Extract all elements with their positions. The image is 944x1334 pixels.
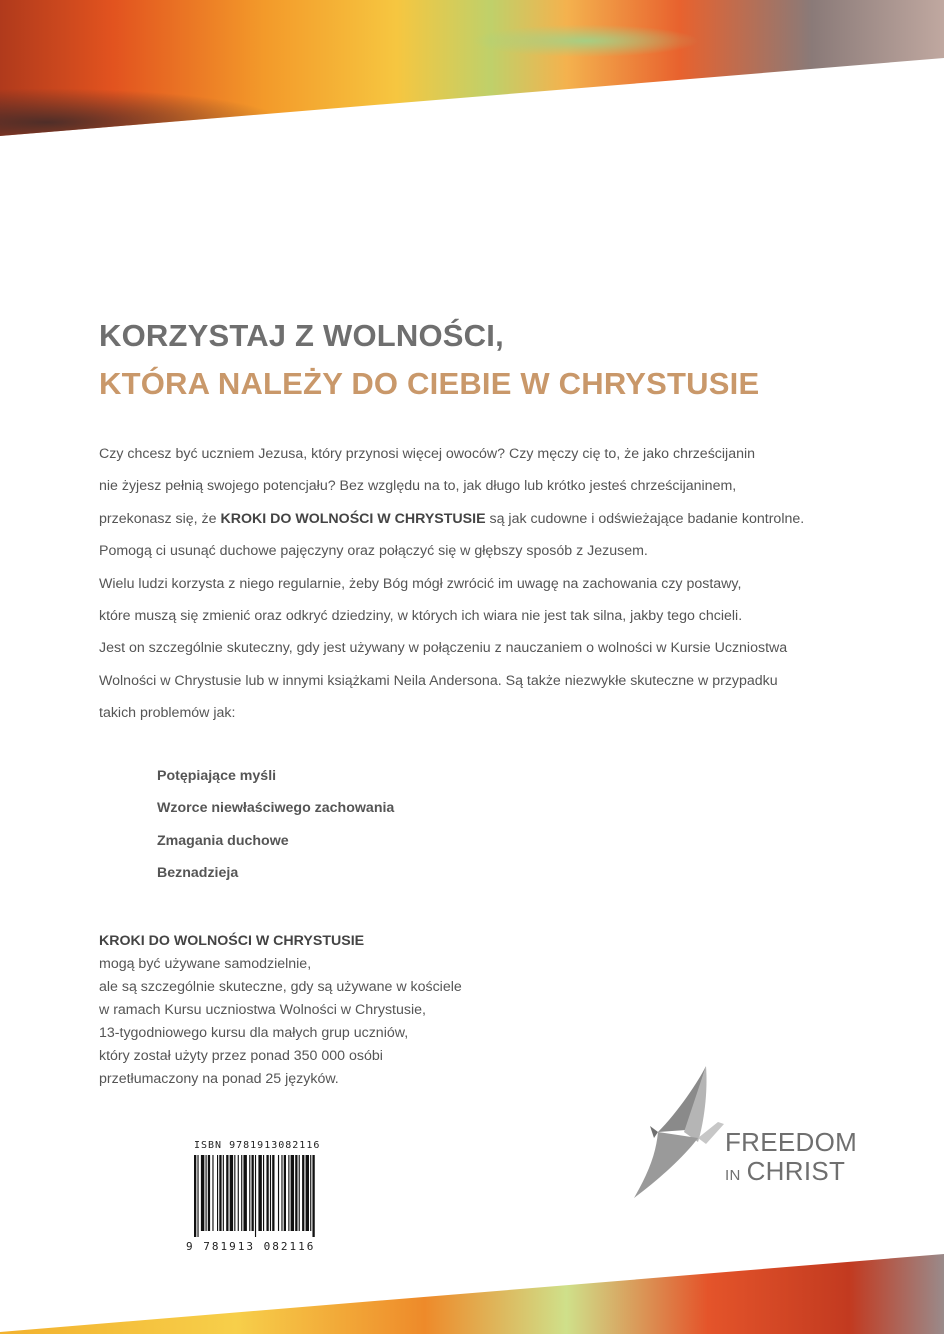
barcode-bar <box>194 1155 196 1237</box>
barcode-bar <box>226 1155 228 1231</box>
freedom-in-christ-logo-icon <box>628 1062 738 1202</box>
bottom-line: przetłumaczony na ponad 25 języków. <box>99 1071 339 1087</box>
barcode-bar <box>281 1155 282 1231</box>
barcode-bar <box>310 1155 311 1231</box>
bottom-decorative-band <box>0 1254 944 1334</box>
barcode-bar <box>238 1155 239 1231</box>
barcode-bar <box>255 1155 256 1237</box>
intro-line: Jest on szczególnie skuteczny, gdy jest używany w połączeniu z nauczaniem o wolności w Kursie Uczniostwa <box>99 640 788 657</box>
bottom-description <box>99 930 462 1091</box>
barcode-bar <box>219 1155 221 1231</box>
barcode-bar <box>288 1155 289 1231</box>
barcode-bar <box>312 1155 314 1237</box>
intro-line: takich problemów jak: <box>99 705 236 722</box>
bottom-line: w ramach Kursu uczniostwa Wolności w Chrystusie, <box>99 1002 426 1018</box>
barcode-bar <box>201 1155 204 1231</box>
intro-line: Czy chcesz być uczniem Jezusa, który przynosi więcej owoców? Czy męczy cię to, że jako chrześcijanin <box>99 446 756 462</box>
logo-line-2 <box>725 1157 857 1190</box>
bottom-title: KROKI DO WOLNOŚCI W CHRYSTUSIE <box>99 933 365 949</box>
barcode-bar <box>299 1155 300 1231</box>
barcode-bar <box>291 1155 294 1231</box>
top-decorative-band <box>0 0 944 140</box>
problems-list <box>157 760 394 890</box>
isbn-barcode <box>186 1140 352 1253</box>
heading-line-1: KORZYSTAJ Z WOLNOŚCI, <box>99 318 504 353</box>
barcode-bar <box>266 1155 268 1231</box>
intro-emphasis: KROKI DO WOLNOŚCI W CHRYSTUSIE <box>220 510 486 527</box>
intro-text: są jak cudowne i odświeżające badanie kontrolne. <box>485 510 805 527</box>
barcode-bar <box>249 1155 250 1231</box>
barcode-bar <box>258 1155 261 1231</box>
intro-line: Wielu ludzi korzysta z niego regularnie, żeby Bóg mógł zwrócić im uwagę na zachowania czy postawy, <box>99 575 742 592</box>
isbn-label: ISBN 9781913082116 <box>194 1140 321 1151</box>
page-heading <box>99 312 759 408</box>
logo-line-1: FREEDOM <box>725 1127 858 1157</box>
barcode-bar <box>241 1155 242 1231</box>
barcode-bar <box>206 1155 207 1231</box>
intro-line <box>99 503 819 535</box>
list-item: Potępiające myśli <box>157 768 277 784</box>
barcode-digits: 9 781913 082116 <box>186 1240 316 1253</box>
freedom-in-christ-logo <box>628 1062 868 1212</box>
bottom-line: który został użyty przez ponad 350 000 osóbi <box>99 1048 383 1064</box>
barcode-bar <box>212 1155 213 1231</box>
barcode-bar <box>263 1155 264 1231</box>
intro-line: Wolności w Chrystusie lub w innymi książkami Neila Andersona. Są także niezwykłe skuteczne w przypadku <box>99 672 778 689</box>
barcode-bar <box>270 1155 271 1231</box>
list-item: Beznadzieja <box>157 865 239 882</box>
barcode-bar <box>197 1155 198 1237</box>
list-item: Zmagania duchowe <box>157 832 289 849</box>
bottom-line: mogą być używane samodzielnie, <box>99 956 312 972</box>
barcode-bar <box>208 1155 210 1231</box>
barcode-bar <box>230 1155 233 1231</box>
barcode-bar <box>217 1155 218 1231</box>
intro-line: które muszą się zmienić oraz odkryć dziedziny, w których ich wiara nie jest tak silna, jakby tego chcieli. <box>99 608 743 625</box>
barcode-bar <box>278 1155 279 1231</box>
logo-christ: CHRIST <box>746 1156 846 1186</box>
list-item: Wzorce niewłaściwego zachowania <box>157 800 395 817</box>
barcode-bar <box>252 1155 254 1231</box>
barcode-bar <box>306 1155 309 1231</box>
logo-wordmark <box>725 1128 857 1190</box>
barcode-bars <box>186 1151 352 1237</box>
barcode-bar <box>243 1155 246 1231</box>
bottom-line: 13-tygodniowego kursu dla małych grup uczniów, <box>99 1025 409 1041</box>
heading-line-2: KTÓRA NALEŻY DO CIEBIE W CHRYSTUSIE <box>99 366 760 401</box>
intro-paragraph <box>99 438 819 730</box>
barcode-bar <box>302 1155 304 1231</box>
intro-line: Pomogą ci usunąć duchowe pajęczyny oraz połączyć się w głębszy sposób z Jezusem. <box>99 543 648 560</box>
logo-in: IN <box>725 1167 741 1184</box>
barcode-bar <box>234 1155 235 1231</box>
barcode-bar <box>284 1155 286 1231</box>
bottom-line: ale są szczególnie skuteczne, gdy są używane w kościele <box>99 979 462 995</box>
intro-line: nie żyjesz pełnią swojego potencjału? Bez względu na to, jak długo lub krótko jesteś chrześcijaninem, <box>99 478 737 495</box>
barcode-bar <box>272 1155 274 1231</box>
intro-text: przekonasz się, że <box>99 510 221 527</box>
barcode-bar <box>223 1155 224 1231</box>
barcode-bar <box>295 1155 297 1231</box>
